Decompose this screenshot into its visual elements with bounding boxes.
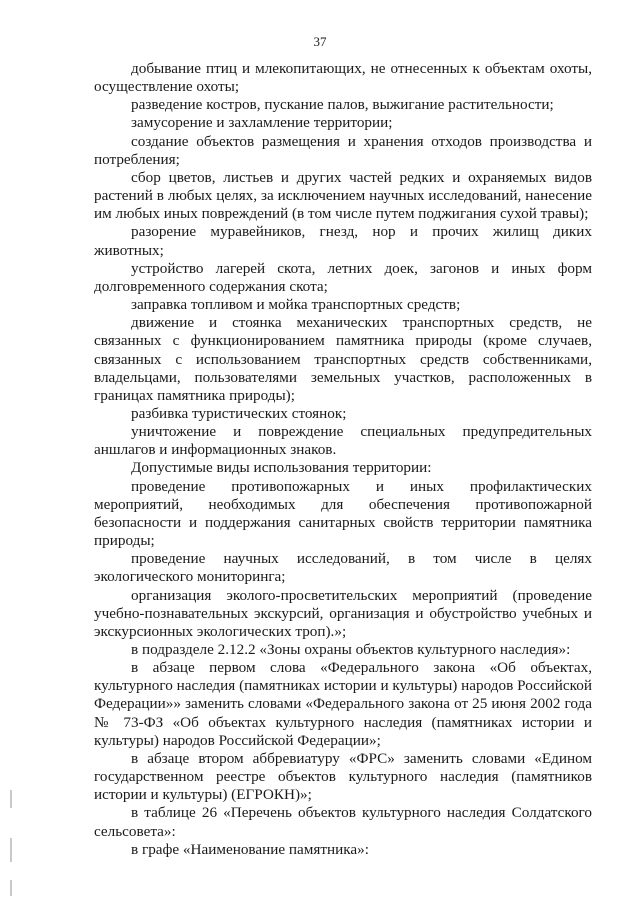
paragraph: сбор цветов, листьев и других частей редких и охраняемых видов растений в любых целях, за исключением научных исследований, нанесение им любых иных повреждений (в том числе путем поджигания сухой травы); (94, 168, 592, 223)
scan-edge-mark (10, 880, 12, 896)
paragraph: разведение костров, пускание палов, выжигание растительности; (131, 96, 554, 114)
paragraph: в подразделе 2.12.2 «Зоны охраны объектов культурного наследия»: (131, 641, 571, 658)
page-number: 37 (313, 34, 327, 49)
paragraph: в абзаце первом слова «Федерального закона «Об объектах, культурного наследия (памятниках истории и культуры) народов Российской Федерации»» заменить словами «Федерального закона от 25 июня 2002 года № 73-ФЗ «Об объектах культурного наследия (памятниках истории и культуры) народов Российской Федерации»; (94, 659, 592, 749)
paragraph: добывание птиц и млекопитающих, не отнесенных к объектам охоты, осуществление охоты; (94, 60, 592, 96)
scan-edge-mark (10, 838, 12, 862)
paragraph: проведение противопожарных и иных профилактических мероприятий, необходимых для обеспечения противопожарной безопасности и поддержания санитарных свойств территории памятника природы; (94, 477, 592, 550)
paragraph: в графе «Наименование памятника»: (131, 840, 369, 858)
paragraph: устройство лагерей скота, летних доек, загонов и иных форм долговременного содержания скота; (94, 259, 592, 295)
paragraph: в таблице 26 «Перечень объектов культурного наследия Солдатского сельсовета»: (94, 804, 592, 840)
paragraph: уничтожение и повреждение специальных предупредительных аншлагов и информационных знаков. (94, 423, 592, 459)
paragraph: организация эколого-просветительских мероприятий (проведение учебно-познавательных экскурсий, организация и обустройство учебных и экскурсионных экологических троп).»; (94, 586, 592, 640)
paragraph: разбивка туристических стоянок; (131, 404, 347, 422)
paragraph: движение и стоянка механических транспортных средств, не связанных с функционированием памятника природы (кроме случаев, связанных с использованием транспортных средств собственниками, владельцами, пользователями земельных участков, расположенных в границах памятника природы); (94, 314, 592, 404)
paragraph: Допустимые виды использования территории: (131, 459, 432, 477)
paragraph: разорение муравейников, гнезд, нор и прочих жилищ диких животных; (94, 223, 592, 259)
paragraph: замусорение и захламление территории; (131, 114, 393, 132)
paragraph: заправка топливом и мойка транспортных средств; (131, 296, 461, 314)
paragraph: в абзаце втором аббревиатуру «ФРС» заменить словами «Едином государственном реестре объектов культурного наследия (памятников истории и культуры) (ЕГРОКН)»; (94, 749, 592, 804)
paragraph: создание объектов размещения и хранения отходов производства и потребления; (94, 132, 592, 168)
paragraph: проведение научных исследований, в том числе в целях экологического мониторинга; (94, 550, 592, 586)
scan-edge-mark (10, 790, 12, 808)
document-body (94, 60, 592, 859)
